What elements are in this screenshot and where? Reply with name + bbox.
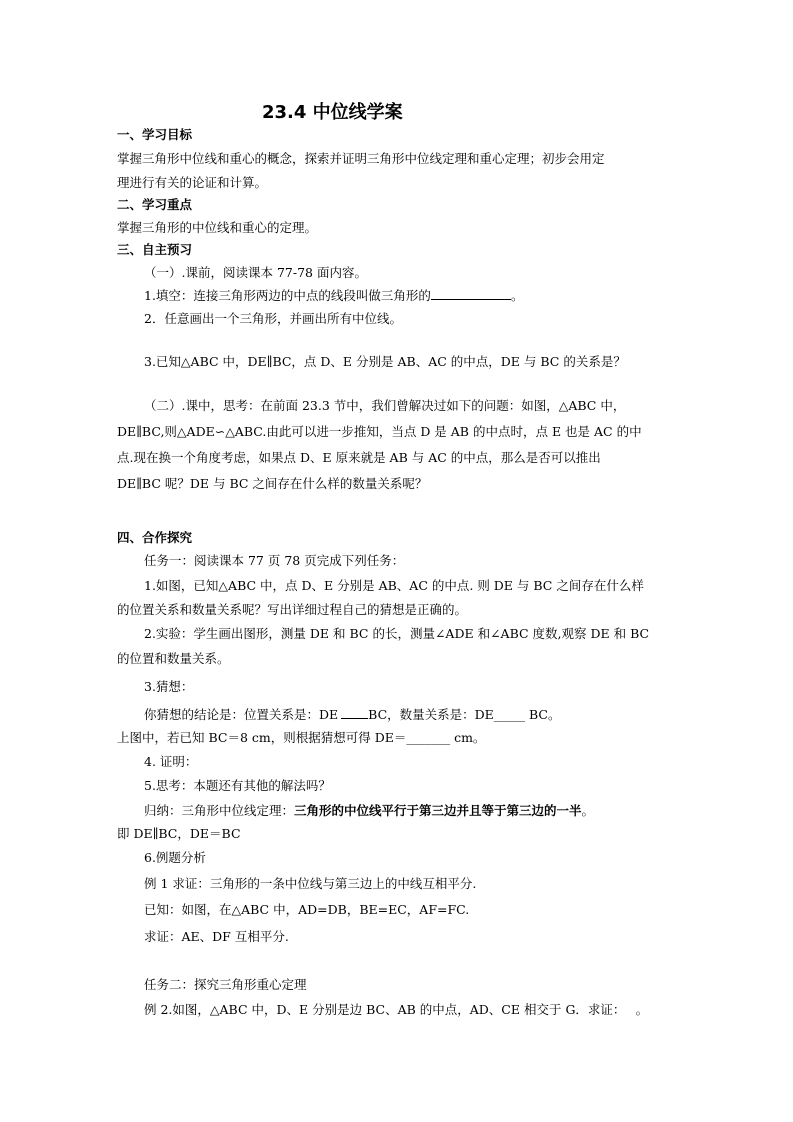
question-1-end: 。 (510, 288, 524, 303)
task-1-item-1-line-1: 1.如图，已知△ABC 中，点 D、E 分别是 AB、AC 的中点. 则 DE 与 BC 之间存在什么样 (144, 578, 644, 593)
position-blank-tail (354, 706, 368, 719)
example-1-statement: 例 1 求证：三角形的一条中位线与第三边上的中线互相平分. (144, 876, 477, 891)
task-1-item-1-line-2: 的位置关系和数量关系呢？写出详细过程自己的猜想是正确的。 (117, 602, 468, 617)
task-2-heading: 任务二：探究三角形重心定理 (144, 977, 307, 992)
position-blank[interactable] (341, 706, 354, 719)
example-2-statement: 例 2.如图，△ABC 中，D、E 分别是边 BC、AB 的中点，AD、CE 相交于 G．求证： 。 (144, 1002, 649, 1017)
task-1-item-2-line-1: 2.实验：学生画出图形，测量 DE 和 BC 的长，测量∠ADE 和∠ABC 度数,观察 DE 和 BC (144, 626, 650, 641)
guess-position-label: 你猜想的结论是：位置关系是：DE (144, 707, 339, 722)
theorem-summary (144, 802, 594, 820)
section-heading-objectives: 一、学习目标 (117, 127, 193, 142)
example-1-prove: 求证：AE、DF 互相平分. (144, 929, 289, 944)
guess-length-question: 上图中，若已知 BC＝8 cm，则根据猜想可得 DE＝_______ cm。 (117, 730, 486, 745)
theorem-statement: 三角形的中位线平行于第三边并且等于第三边的一半 (294, 803, 582, 818)
summary-label: 归纳：三角形中位线定理： (144, 803, 295, 818)
task-1-item-6: 6.例题分析 (144, 850, 206, 865)
section-heading-key-points: 二、学习重点 (117, 197, 193, 212)
preview-question-2: 2．任意画出一个三角形，并画出所有中位线。 (144, 311, 402, 326)
task-1-item-3: 3.猜想： (144, 679, 194, 694)
preview-question-3: 3.已知△ABC 中，DE∥BC，点 D、E 分别是 AB、AC 的中点，DE 与 BC 的关系是？ (144, 354, 626, 369)
preview-part-2-line-4: DE∥BC 呢？DE 与 BC 之间存在什么样的数量关系呢？ (117, 476, 428, 491)
example-1-given: 已知：如图，在△ABC 中，AD=DB，BE=EC，AF=FC. (144, 902, 470, 917)
section-heading-preview: 三、自主预习 (117, 242, 193, 257)
preview-part-2-line-2: DE∥BC,则△ADE∽△ABC.由此可以进一步推知，当点 D 是 AB 的中点时，点 E 也是 AC 的中 (117, 424, 642, 439)
preview-part-2-line-3: 点.现在换一个角度考虑，如果点 D、E 原来就是 AB 与 AC 的中点，那么是否可以推出 (117, 450, 601, 465)
question-1-text: 1.填空：连接三角形两边的中点的线段叫做三角形的 (144, 288, 431, 303)
guess-conclusion (144, 706, 561, 724)
task-1-item-5: 5.思考：本题还有其他的解法吗？ (144, 778, 331, 793)
objectives-text-line-1: 掌握三角形中位线和重心的概念，探索并证明三角形中位线定理和重心定理；初步会用定 (117, 151, 605, 166)
task-1-item-4: 4. 证明： (144, 754, 198, 769)
preview-part-1: （一）.课前，阅读课本 77-78 面内容。 (144, 265, 367, 280)
task-1-item-2-line-2: 的位置和数量关系。 (117, 651, 230, 666)
page-title: 23.4 中位线学案 (262, 102, 403, 123)
fill-in-blank[interactable] (431, 287, 511, 300)
summary-end: 。 (581, 803, 595, 818)
key-points-text: 掌握三角形的中位线和重心的定理。 (117, 220, 318, 235)
preview-part-2-line-1: （二）.课中，思考：在前面 23.3 节中，我们曾解决过如下的问题：如图，△ABC 中， (144, 398, 626, 413)
guess-quantity-label: BC，数量关系是：DE_____ BC。 (368, 707, 561, 722)
section-heading-exploration: 四、合作探究 (117, 530, 193, 545)
preview-question-1 (144, 287, 523, 305)
task-1-heading: 任务一：阅读课本 77 页 78 页完成下列任务： (144, 553, 405, 568)
theorem-formula: 即 DE∥BC，DE＝BC (117, 826, 241, 841)
objectives-text-line-2: 理进行有关的论证和计算。 (117, 175, 268, 190)
